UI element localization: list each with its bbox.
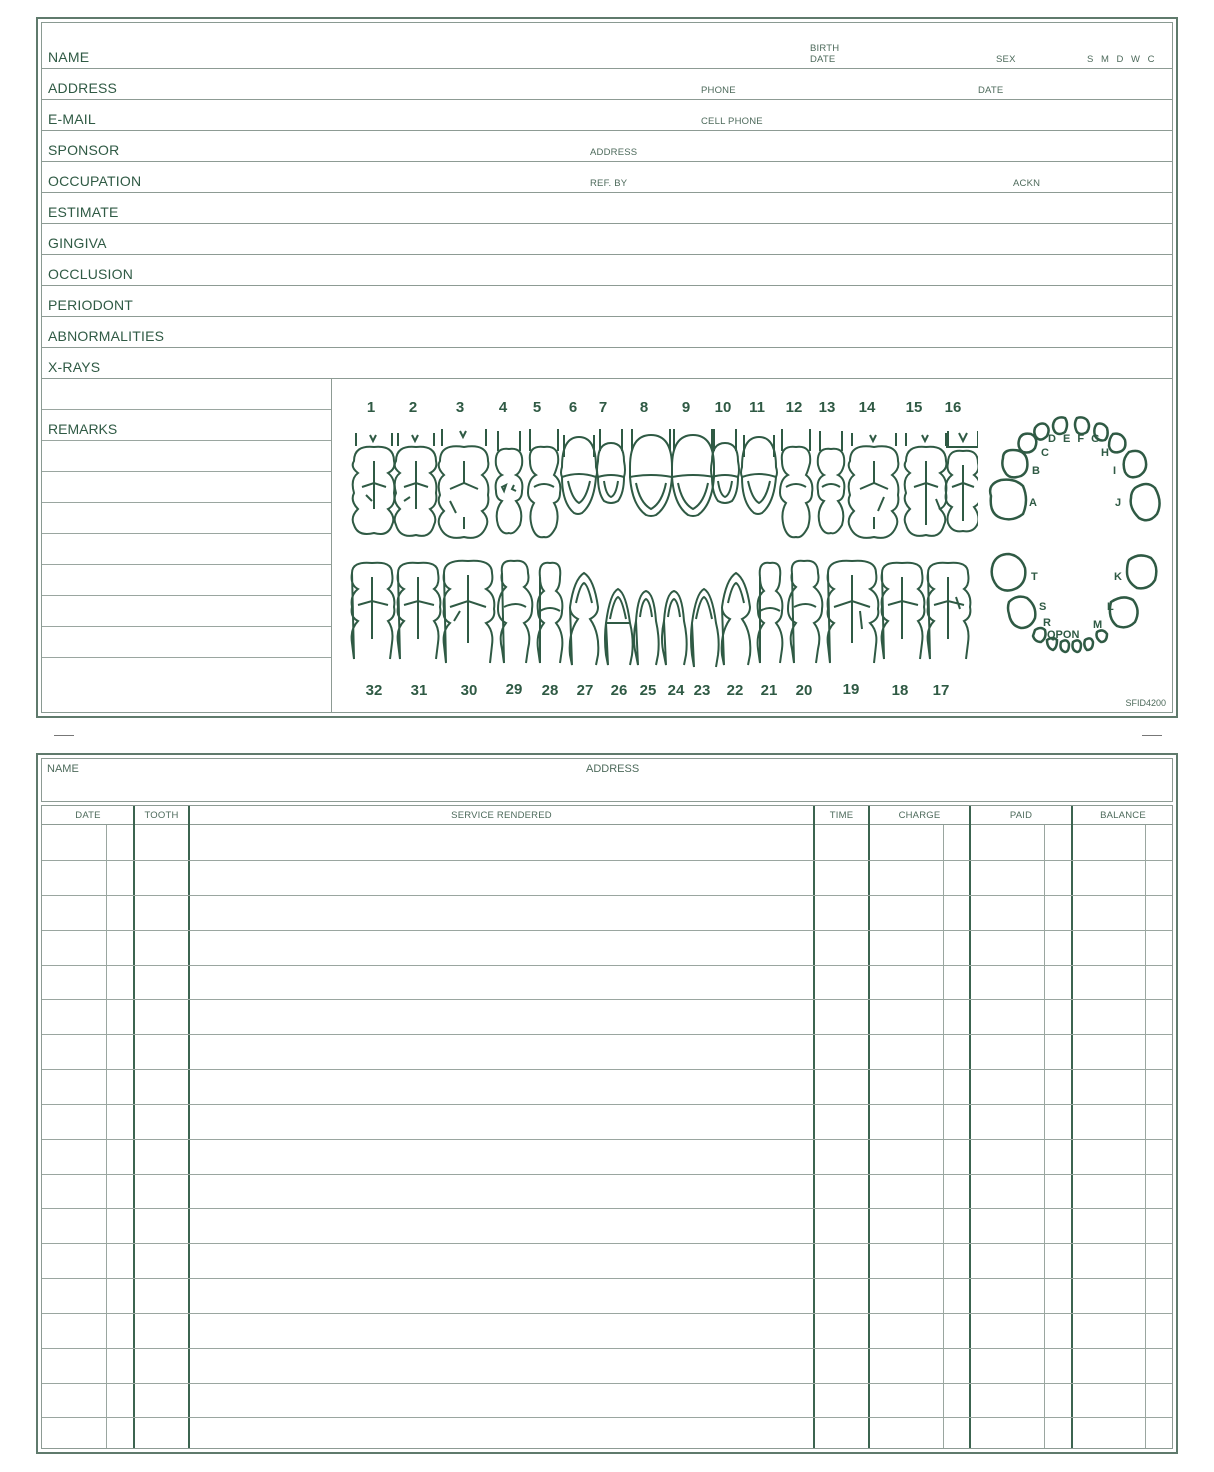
primary-letters-QPON: QPON	[1047, 629, 1080, 641]
remarks-section	[42, 379, 332, 712]
col-header-balance: BALANCE	[1100, 810, 1146, 821]
lower-teeth-diagram[interactable]	[348, 559, 978, 679]
primary-letter-H: H	[1101, 447, 1109, 459]
ledger-row-line	[42, 999, 1172, 1000]
cut-mark-right	[1142, 735, 1162, 736]
field-label-periodont: PERIODONT	[48, 297, 134, 313]
col-divider	[868, 806, 870, 1448]
ledger-row-line	[42, 965, 1172, 966]
tooth-number: 10	[714, 399, 732, 416]
tooth-number: 2	[408, 399, 418, 416]
tooth-number: 14	[858, 399, 876, 416]
remarks-line[interactable]	[42, 658, 331, 715]
primary-letter-A: A	[1029, 497, 1037, 509]
primary-letter-I: I	[1113, 465, 1117, 477]
field-row-name[interactable]	[42, 23, 1172, 69]
remarks-line[interactable]	[42, 565, 331, 596]
field-label-email: E-MAIL	[48, 111, 96, 127]
tooth-T	[992, 554, 1026, 591]
primary-letter-T: T	[1031, 571, 1038, 583]
tooth-O	[1073, 640, 1082, 652]
tooth-F	[1075, 417, 1089, 434]
tooth-B	[1002, 450, 1027, 477]
tooth-10	[711, 429, 739, 503]
tooth-number: 15	[905, 399, 923, 416]
col-header-service: SERVICE RENDERED	[451, 810, 552, 821]
tooth-3	[439, 429, 489, 538]
tooth-E	[1053, 417, 1067, 434]
field-label-abnormalities: ABNORMALITIES	[48, 328, 165, 344]
tooth-29	[498, 561, 532, 663]
tooth-number: 16	[944, 399, 962, 416]
field-row-email[interactable]	[42, 100, 1172, 131]
field-label-address: ADDRESS	[48, 80, 118, 96]
remarks-line[interactable]	[42, 441, 331, 472]
ledger-header-row	[42, 806, 1172, 825]
tooth-30	[444, 561, 495, 663]
tooth-L	[1110, 597, 1138, 627]
remarks-line[interactable]	[42, 503, 331, 534]
field-row-occupation[interactable]	[42, 162, 1172, 193]
ledger-name-label: NAME	[47, 763, 79, 775]
tooth-number: 9	[681, 399, 691, 416]
ledger-name-address-box[interactable]	[41, 758, 1173, 802]
field-row-address[interactable]	[42, 69, 1172, 100]
field-row-xrays[interactable]	[42, 348, 1172, 379]
tooth-number: 13	[818, 399, 836, 416]
field-label-ackn: ACKN	[1013, 178, 1041, 189]
tooth-number: 26	[610, 682, 628, 699]
remarks-line[interactable]	[42, 596, 331, 627]
tooth-number: 3	[455, 399, 465, 416]
col-header-time: TIME	[829, 810, 854, 821]
primary-letter-B: B	[1032, 465, 1040, 477]
tooth-number: 28	[541, 682, 559, 699]
primary-letter-M: M	[1093, 619, 1103, 631]
col-divider	[188, 806, 190, 1448]
tooth-11	[741, 435, 777, 514]
ledger-row-line	[42, 1278, 1172, 1279]
tooth-14	[849, 433, 899, 538]
birth-label-line2: DATE	[810, 54, 836, 65]
tooth-number: 22	[726, 682, 744, 699]
tooth-22	[722, 573, 751, 665]
remarks-line[interactable]	[42, 472, 331, 503]
field-label-sponsor: SPONSOR	[48, 142, 120, 158]
tooth-D	[1034, 424, 1048, 440]
tooth-A	[990, 480, 1026, 520]
tooth-number: 17	[932, 682, 950, 699]
primary-letter-C: C	[1041, 447, 1049, 459]
tooth-26	[605, 589, 633, 665]
field-label-xrays: X-RAYS	[48, 359, 101, 375]
field-label-estimate: ESTIMATE	[48, 204, 119, 220]
tooth-15	[905, 433, 947, 536]
date-subdivider	[106, 825, 107, 1448]
tooth-number: 1	[366, 399, 376, 416]
tooth-number: 19	[842, 681, 860, 698]
primary-letter-K: K	[1114, 571, 1122, 583]
tooth-number: 23	[693, 682, 711, 699]
tooth-number: 6	[568, 399, 578, 416]
col-header-charge: CHARGE	[898, 810, 941, 821]
field-row-periodont[interactable]	[42, 286, 1172, 317]
tooth-M	[1097, 630, 1108, 642]
tooth-24	[662, 591, 687, 665]
col-divider	[969, 806, 971, 1448]
remarks-label-row[interactable]	[42, 410, 331, 441]
marital-status-options[interactable]: S M D W C	[1087, 54, 1157, 65]
tooth-J	[1131, 484, 1160, 520]
ledger-row-line	[42, 1104, 1172, 1105]
ledger-row-line	[42, 1383, 1172, 1384]
tooth-I	[1124, 451, 1146, 477]
primary-letter-J: J	[1115, 497, 1122, 509]
tooth-number: 4	[498, 399, 508, 416]
tooth-H	[1109, 434, 1125, 453]
tooth-1	[353, 433, 395, 534]
tooth-13	[818, 431, 845, 533]
field-label-phone: PHONE	[701, 85, 736, 96]
ledger-row-line	[42, 1034, 1172, 1035]
field-label-occupation: OCCUPATION	[48, 173, 142, 189]
field-label-sponsor-address: ADDRESS	[590, 147, 638, 158]
field-label-ref-by: REF. BY	[590, 178, 628, 189]
tooth-17	[928, 563, 971, 659]
remarks-line[interactable]	[42, 627, 331, 658]
tooth-21	[758, 563, 783, 663]
tooth-number: 25	[639, 682, 657, 699]
ledger-row-line	[42, 930, 1172, 931]
tooth-number: 32	[365, 682, 383, 699]
ledger-card	[36, 753, 1178, 1454]
tooth-number: 12	[785, 399, 803, 416]
form-code: SFID4200	[1125, 698, 1166, 708]
remarks-line[interactable]	[42, 379, 331, 410]
field-row-occlusion[interactable]	[42, 255, 1172, 286]
cut-mark-left	[54, 735, 74, 736]
tooth-number: 18	[891, 682, 909, 699]
tooth-S	[1008, 597, 1035, 628]
ledger-row-line	[42, 1348, 1172, 1349]
tooth-9	[672, 429, 714, 516]
ledger-row-line	[42, 1208, 1172, 1209]
tooth-C	[1019, 434, 1037, 453]
tooth-6	[561, 435, 597, 514]
ledger-row-line	[42, 1069, 1172, 1070]
tooth-8	[630, 429, 672, 516]
col-divider	[133, 806, 135, 1448]
ledger-table	[41, 805, 1173, 1449]
col-divider	[1071, 806, 1073, 1448]
tooth-2	[395, 433, 437, 536]
ledger-row-line	[42, 1139, 1172, 1140]
primary-letter-R: R	[1043, 617, 1051, 629]
tooth-19	[828, 561, 879, 663]
tooth-20	[788, 561, 822, 663]
tooth-number: 21	[760, 682, 778, 699]
balance-cents-divider	[1145, 825, 1146, 1448]
tooth-23	[691, 589, 719, 667]
patient-record-inner	[41, 22, 1173, 713]
tooth-number: 24	[667, 682, 685, 699]
ledger-address-label: ADDRESS	[586, 763, 640, 775]
field-label-cell-phone: CELL PHONE	[701, 116, 763, 127]
tooth-number: 27	[576, 682, 594, 699]
col-header-tooth: TOOTH	[144, 810, 179, 821]
field-row-estimate[interactable]	[42, 193, 1172, 224]
tooth-16	[946, 431, 978, 531]
tooth-number: 30	[460, 682, 478, 699]
primary-letter-L: L	[1107, 601, 1114, 613]
field-row-gingiva[interactable]	[42, 224, 1172, 255]
tooth-5	[528, 429, 560, 537]
tooth-R	[1033, 628, 1046, 642]
patient-record-card	[36, 17, 1178, 718]
tooth-32	[352, 563, 395, 659]
field-label-occlusion: OCCLUSION	[48, 266, 134, 282]
field-label-gingiva: GINGIVA	[48, 235, 107, 251]
tooth-number: 29	[505, 681, 523, 698]
upper-teeth-diagram[interactable]	[348, 421, 978, 541]
tooth-number: 7	[598, 399, 608, 416]
ledger-row-line	[42, 1174, 1172, 1175]
ledger-row-line	[42, 1417, 1172, 1418]
paid-cents-divider	[1044, 825, 1045, 1448]
tooth-27	[570, 573, 599, 665]
tooth-N	[1084, 638, 1093, 650]
tooth-18	[882, 563, 925, 659]
tooth-number: 8	[639, 399, 649, 416]
tooth-7	[597, 429, 625, 503]
col-header-paid: PAID	[1009, 810, 1033, 821]
tooth-number: 5	[532, 399, 542, 416]
remarks-label: REMARKS	[48, 421, 118, 437]
tooth-31	[398, 563, 441, 659]
tooth-K	[1127, 555, 1156, 588]
ledger-row-line	[42, 860, 1172, 861]
primary-letter-S: S	[1039, 601, 1047, 613]
tooth-25	[634, 591, 659, 665]
col-header-date: DATE	[75, 810, 101, 821]
field-label-date: DATE	[978, 85, 1004, 96]
tooth-4	[496, 431, 523, 533]
tooth-P	[1061, 640, 1070, 652]
ledger-row-line	[42, 895, 1172, 896]
primary-letters-DEFG: D E F G	[1048, 433, 1102, 445]
tooth-12	[780, 429, 812, 537]
col-divider	[813, 806, 815, 1448]
ledger-row-line	[42, 1243, 1172, 1244]
charge-cents-divider	[943, 825, 944, 1448]
ledger-row-line	[42, 1313, 1172, 1314]
primary-teeth-diagram[interactable]	[983, 414, 1173, 684]
field-label-name: NAME	[48, 49, 90, 65]
tooth-number: 31	[410, 682, 428, 699]
field-label-birth-date	[810, 43, 839, 65]
field-row-abnormalities[interactable]	[42, 317, 1172, 348]
birth-label-line1: BIRTH	[810, 43, 840, 54]
tooth-number: 20	[795, 682, 813, 699]
remarks-line[interactable]	[42, 534, 331, 565]
tooth-chart	[333, 379, 1172, 712]
field-row-sponsor[interactable]	[42, 131, 1172, 162]
tooth-number: 11	[749, 399, 765, 416]
tooth-28	[538, 563, 563, 663]
field-label-sex: SEX	[996, 54, 1016, 65]
